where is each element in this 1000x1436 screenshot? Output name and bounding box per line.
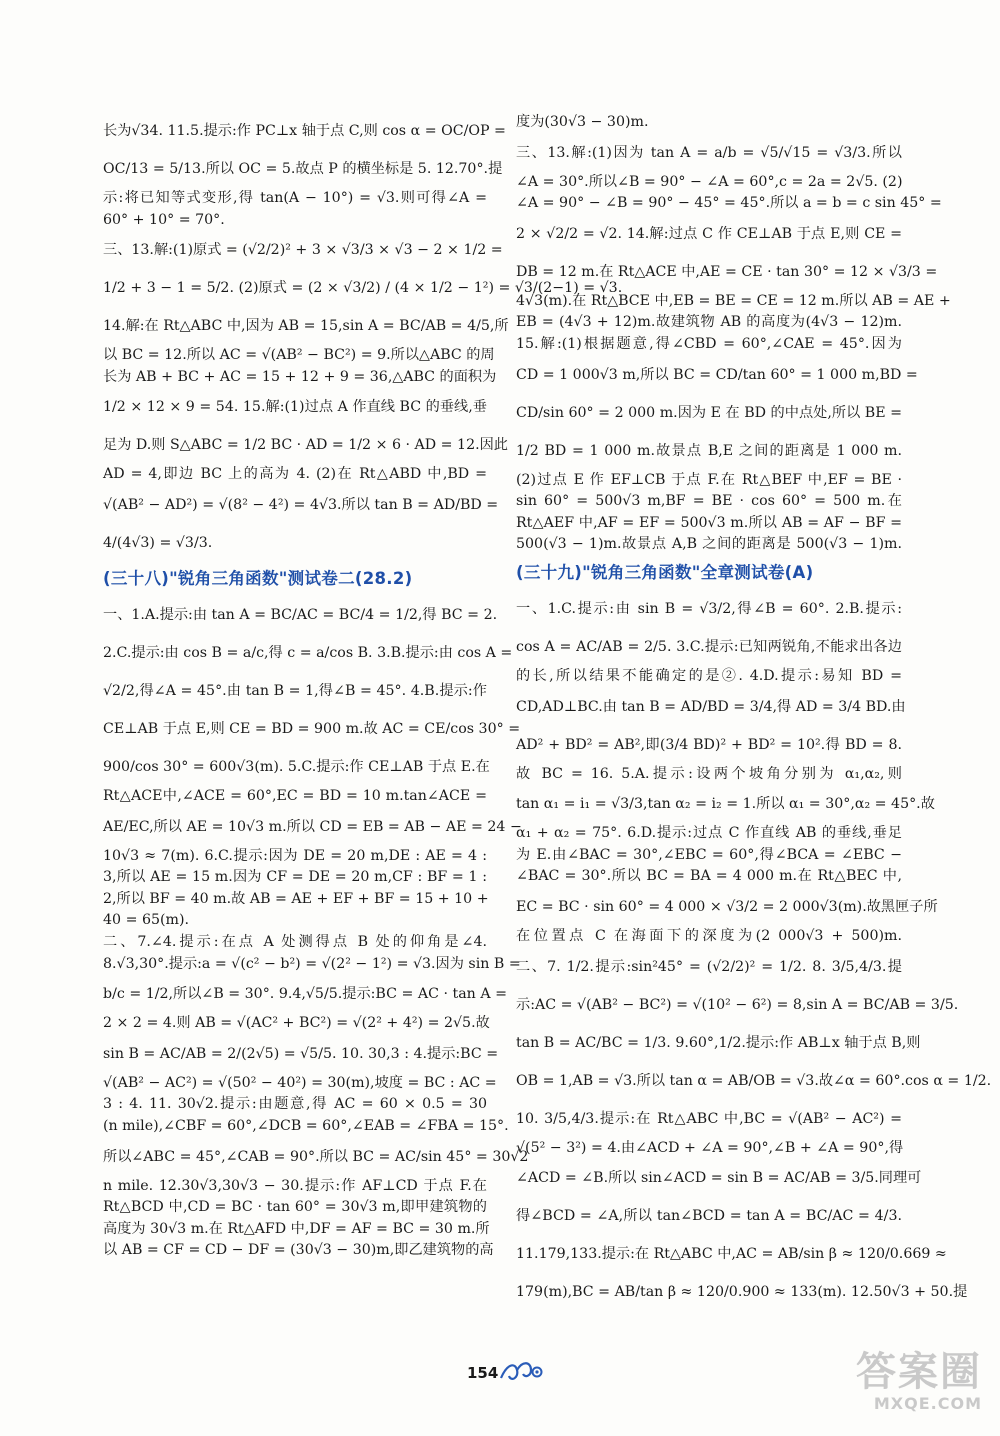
text-line: 40 = 65(m). — [103, 912, 190, 929]
text-line: 3,所以 AE = 15 m.因为 CF = DE = 20 m,CF : BF = 1 : — [103, 869, 487, 886]
text-line: DB = 12 m.在 Rt△ACE 中,AE = CE · tan 30° = 12 × √3/3 = — [516, 263, 938, 280]
text-line: 一、1.A.提示:由 tan A = BC/AC = BC/4 = 1/2,得 BC = 2. — [103, 606, 498, 623]
text-line: CD,AD⊥BC.由 tan B = AD/BD = 3/4,得 AD = 3/4 BD.由 — [516, 698, 906, 715]
text-line: 2 × √2/2 = √2. 14.解:过点 C 作 CE⊥AB 于点 E,则 CE = — [516, 225, 902, 242]
watermark — [802, 1350, 982, 1430]
text-line: √(AB² − AC²) = √(50² − 40²) = 30(m),坡度 = BC : AC = — [103, 1074, 497, 1091]
text-line: sin B = AC/AB = 2/(2√5) = √5/5. 10. 30,3 : 4.提示:BC = — [103, 1045, 499, 1062]
text-line: 示:将已知等式变形,得 tan(A − 10°) = √3.则可得∠A = — [103, 190, 487, 206]
text-line: 示:AC = √(AB² − BC²) = √(10² − 6²) = 8,sin A = BC/AB = 3/5. — [516, 996, 959, 1013]
text-line: ∠A = 30°.所以∠B = 90° − ∠A = 60°,c = 2a = 2√5. (2) — [516, 173, 903, 190]
text-line: 一、1.C.提示:由 sin B = √3/2,得∠B = 60°. 2.B.提示: — [516, 600, 902, 617]
text-line: 1/2 × 12 × 9 = 54. 15.解:(1)过点 A 作直线 BC 的垂线,垂 — [103, 399, 487, 416]
text-line: 在位置点 C 在海面下的深度为(2 000√3 + 500)m. — [516, 927, 902, 944]
page-number: 154 — [467, 1364, 499, 1382]
text-line: 故 BC = 16. 5.A.提示:设两个坡角分别为 α₁,α₂,则 — [516, 765, 902, 782]
text-line: 长为√34. 11.5.提示:作 PC⊥x 轴于点 C,则 cos α = OC/OP = — [103, 123, 506, 139]
text-line: 11.179,133.提示:在 Rt△ABC 中,AC = AB/sin β ≈ 120/0.669 ≈ — [516, 1246, 947, 1263]
text-line: 度为(30√3 − 30)m. — [516, 114, 649, 130]
text-line: 500(√3 − 1)m.故景点 A,B 之间的距离是 500(√3 − 1)m. — [516, 536, 902, 553]
text-line: AD = 4,即边 BC 上的高为 4. (2)在 Rt△ABD 中,BD = — [103, 466, 487, 483]
text-line: EB = (4√3 + 12)m.故建筑物 AB 的高度为(4√3 − 12)m. — [516, 314, 902, 331]
text-line: cos A = AC/AB = 2/5. 3.C.提示:已知两锐角,不能求出各边 — [516, 638, 902, 655]
text-line: √(5² − 3²) = 4.由∠ACD + ∠A = 90°,∠B + ∠A = 90°,得 — [516, 1139, 904, 1156]
text-line: 2,所以 BF = 40 m.故 AB = AE + EF + BF = 15 + 10 + — [103, 890, 489, 907]
text-line: 的长,所以结果不能确定的是②. 4.D.提示:易知 BD = — [516, 667, 902, 684]
text-line: tan α₁ = i₁ = √3/3,tan α₂ = i₂ = 1.所以 α₁ = 30°,α₂ = 45°.故 — [516, 796, 935, 813]
text-line: 高度为 30√3 m.在 Rt△AFD 中,DF = AF = BC = 30 m.所 — [103, 1220, 490, 1237]
text-line: 10. 3/5,4/3.提示:在 Rt△ABC 中,BC = √(AB² − AC²) = — [516, 1110, 902, 1127]
text-line: 以 AB = CF = CD − DF = (30√3 − 30)m,即乙建筑物的高 — [103, 1242, 494, 1259]
answers-38-continued — [516, 112, 951, 556]
swirl-ornament-icon — [497, 1356, 545, 1386]
text-line: EC = BC · sin 60° = 4 000 × √3/2 = 2 000√3(m).故黑匣子所 — [516, 898, 938, 915]
text-line: Rt△ACE中,∠ACE = 60°,EC = BD = 10 m.tan∠ACE = — [103, 787, 487, 804]
text-line: √2/2,得∠A = 45°.由 tan B = 1,得∠B = 45°. 4.B.提示:作 — [103, 682, 487, 699]
text-line: 179(m),BC = AB/tan β ≈ 120/0.900 ≈ 133(m). 12.50√3 + 50.提 — [516, 1284, 968, 1301]
text-line: 8.√3,30°.提示:a = √(c² − b²) = √(2² − 1²) = √3.因为 sin B = — [103, 955, 521, 972]
text-line: sin 60° = 500√3 m,BF = BE · cos 60° = 500 m.在 — [516, 493, 902, 510]
text-line: 3 : 4. 11. 30√2.提示:由题意,得 AC = 60 × 0.5 = 30 — [103, 1096, 487, 1113]
text-line: 60° + 10° = 70°. — [103, 211, 225, 228]
text-line: 10√3 ≈ 7(m). 6.C.提示:因为 DE = 20 m,DE : AE = 4 : — [103, 847, 487, 864]
text-line: 1/2 + 3 − 1 = 5/2. (2)原式 = (2 × √3/2) / (4 × 1/2 − 1²) = √3/(2−1) = √3. — [103, 280, 623, 297]
text-line: AD² + BD² = AB²,即(3/4 BD)² + BD² = 10².得 BD = 8. — [516, 736, 902, 753]
section-title-39: (三十九)"锐角三角函数"全章测试卷(A) — [516, 562, 814, 582]
text-line: CE⊥AB 于点 E,则 CE = BD = 900 m.故 AC = CE/cos 30° = — [103, 720, 521, 737]
text-line: 4√3(m).在 Rt△BCE 中,EB = BE = CE = 12 m.所以 AB = AE + — [516, 292, 951, 309]
watermark-logo: 答案圈 — [856, 1349, 982, 1395]
text-line: 足为 D.则 S△ABC = 1/2 BC · AD = 1/2 × 6 · AD = 12.因此 — [103, 437, 508, 454]
text-line: 三、13.解:(1)原式 = (√2/2)² + 3 × √3/3 × √3 − 2 × 1/2 = — [103, 242, 503, 259]
text-line: b/c = 1/2,所以∠B = 30°. 9.4,√5/5.提示:BC = AC · tan A = — [103, 986, 507, 1003]
watermark-url: MXQE.COM — [873, 1394, 982, 1413]
right-column — [516, 112, 992, 1311]
text-line: 以 BC = 12.所以 AC = √(AB² − BC²) = 9.所以△ABC 的周 — [103, 347, 495, 364]
answers-39 — [516, 590, 992, 1311]
text-line: 900/cos 30° = 600√3(m). 5.C.提示:作 CE⊥AB 于点 E.在 — [103, 758, 490, 775]
text-line: n mile. 12.30√3,30√3 − 30.提示:作 AF⊥CD 于点 F.在 — [103, 1177, 487, 1194]
text-line: AE/EC,所以 AE = 10√3 m.所以 CD = EB = AB − AE = 24 − — [103, 818, 522, 835]
text-line: 1/2 BD = 1 000 m.故景点 B,E 之间的距离是 1 000 m. — [516, 442, 902, 459]
text-line: ∠BAC = 30°.所以 BC = BA = 4 000 m.在 Rt△BEC 中, — [516, 868, 902, 885]
text-line: 三、13.解:(1)因为 tan A = a/b = √5/√15 = √3/3.所以 — [516, 144, 902, 161]
text-line: 二、7. 1/2.提示:sin²45° = (√2/2)² = 1/2. 8. 3/5,4/3.提 — [516, 958, 902, 975]
text-line: (n mile),∠CBF = 60°,∠DCB = 60°,∠EAB = ∠FBA = 15°. — [103, 1117, 509, 1134]
text-line: 长为 AB + BC + AC = 15 + 12 + 9 = 36,△ABC 的面积为 — [103, 368, 497, 385]
text-line: 2 × 2 = 4.则 AB = √(AC² + BC²) = √(2² + 4²) = 2√5.故 — [103, 1015, 490, 1032]
text-line: ∠ACD = ∠B.所以 sin∠ACD = sin B = AC/AB = 3/5.同理可 — [516, 1170, 922, 1187]
text-line: OB = 1,AB = √3.所以 tan α = AB/OB = √3.故∠α = 60°.cos α = 1/2. — [516, 1072, 992, 1089]
text-line: Rt△BCD 中,CD = BC · tan 60° = 30√3 m,即甲建筑物的 — [103, 1199, 487, 1216]
answers-38 — [103, 596, 529, 1262]
text-line: √(AB² − AD²) = √(8² − 4²) = 4√3.所以 tan B = AD/BD = — [103, 496, 499, 513]
section-title-38: (三十八)"锐角三角函数"测试卷二(28.2) — [103, 568, 413, 588]
text-line: 14.解:在 Rt△ABC 中,因为 AB = 15,sin A = BC/AB = 4/5,所 — [103, 318, 509, 335]
text-line: 得∠BCD = ∠A,所以 tan∠BCD = tan A = BC/AC = 4/3. — [516, 1208, 902, 1225]
text-line: 2.C.提示:由 cos B = a/c,得 c = a/cos B. 3.B.提示:由 cos A = — [103, 644, 513, 661]
text-line: 二、7.∠4.提示:在点 A 处测得点 B 处的仰角是∠4. — [103, 933, 487, 950]
text-line: (2)过点 E 作 EF⊥CB 于点 F.在 Rt△BEF 中,EF = BE · — [516, 471, 902, 488]
text-line: 15.解:(1)根据题意,得∠CBD = 60°,∠CAE = 45°.因为 — [516, 335, 902, 352]
text-line: CD/sin 60° = 2 000 m.因为 E 在 BD 的中点处,所以 BE = — [516, 404, 902, 421]
text-line: OC/13 = 5/13.所以 OC = 5.故点 P 的横坐标是 5. 12.70°.提 — [103, 161, 503, 177]
text-line: 4/(4√3) = √3/3. — [103, 534, 213, 551]
text-line: ∠A = 90° − ∠B = 90° − 45° = 45°.所以 a = b = c sin 45° = — [516, 195, 942, 212]
text-line: CD = 1 000√3 m,所以 BC = CD/tan 60° = 1 000 m,BD = — [516, 366, 918, 383]
text-line: tan B = AC/BC = 1/3. 9.60°,1/2.提示:作 AB⊥x 轴于点 B,则 — [516, 1034, 921, 1051]
text-line: α₁ + α₂ = 75°. 6.D.提示:过点 C 作直线 AB 的垂线,垂足 — [516, 825, 902, 842]
text-line: 所以∠ABC = 45°,∠CAB = 90°.所以 BC = AC/sin 45° = 30√2 — [103, 1148, 529, 1165]
text-line: 为 E.由∠BAC = 30°,∠EBC = 60°,得∠BCA = ∠EBC − — [516, 846, 902, 863]
text-line: Rt△AEF 中,AF = EF = 500√3 m.所以 AB = AF − BF = — [516, 514, 902, 531]
